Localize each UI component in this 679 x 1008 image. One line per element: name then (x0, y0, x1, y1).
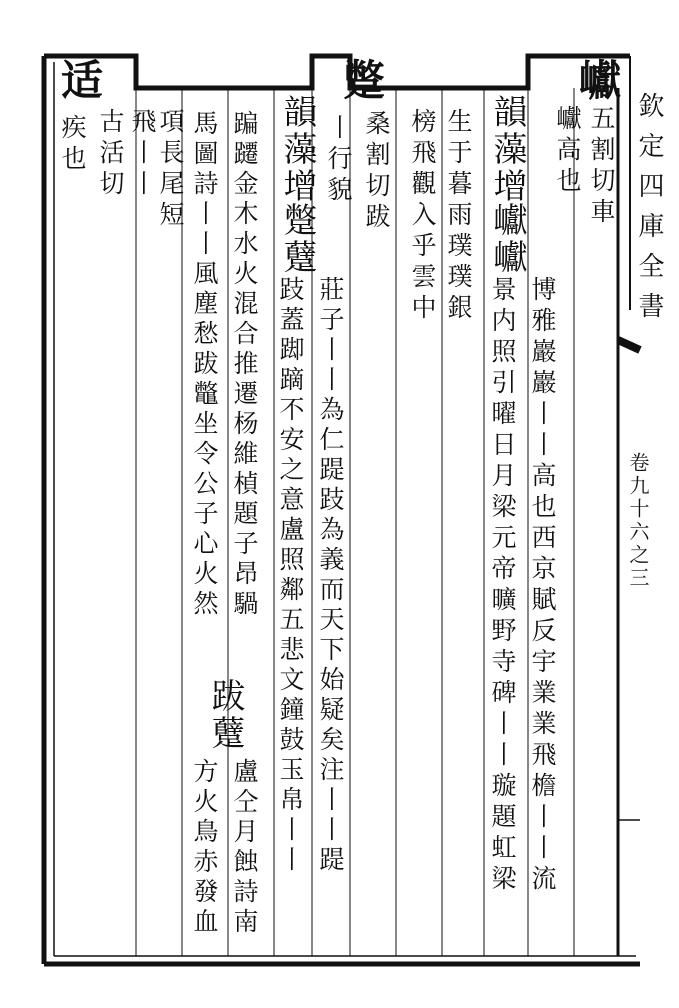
entry-head-bie: 蹩 (337, 58, 386, 102)
column-3-top: 韻藻增 (487, 94, 527, 205)
column-6-text: 榜飛觀入乎雲中 (408, 108, 437, 325)
column-9-top: 韻藻增 (277, 94, 317, 205)
column-7-text: 桑割切跋 (362, 110, 391, 234)
column-2-text: 巘高也 (553, 105, 582, 198)
column-16-text: 疾也 (58, 114, 87, 176)
column-12-text: 馬圖詩丨丨風塵愁跋鼈坐令公子心火然 (190, 110, 219, 620)
column-12-tail: 方火鳥赤發血 (190, 758, 219, 938)
column-14-text: 飛丨丨 (128, 108, 157, 201)
column-11-head: 跋躠 (205, 678, 245, 752)
column-10-text: 跂蓋踋蹢不安之意盧照鄰五悲文鐘鼓玉帛丨丨 (276, 276, 305, 876)
column-4-text: 景内照引曜日月梁元帝曠野寺碑丨丨璇題虹梁 (488, 276, 517, 896)
column-11-text: 蹁躚金木水火混合推遷杨維楨題子昂騧 (230, 110, 259, 620)
column-8-text: 丨行貌 (324, 114, 353, 207)
text-frame (40, 50, 650, 968)
column-9-head: 蹩躠 (277, 202, 317, 276)
column-1-text: 五割切車 (587, 105, 616, 229)
entry-head-kuo: 适 (55, 58, 104, 102)
column-9-text: 莊子丨丨為仁踶跂為義而天下始疑矣注丨丨踶 (316, 276, 345, 876)
column-3-head: 巘巘 (487, 202, 527, 276)
column-5-text: 生于暮雨璞璞銀 (444, 108, 473, 325)
entry-head-yan: 巘 (573, 58, 622, 102)
column-13-text: 項長尾短 (156, 108, 185, 232)
column-3-text: 博雅巖巖丨丨高也西京賦反宇業業飛檐丨丨流 (528, 276, 557, 896)
column-11-tail: 盧仝月蝕詩南 (230, 758, 259, 938)
column-15-text: 古活切 (96, 108, 125, 201)
margin-volume-label: 卷九十六之三 (626, 452, 650, 590)
margin-header-title: 欽定四庫全書 (634, 92, 664, 332)
